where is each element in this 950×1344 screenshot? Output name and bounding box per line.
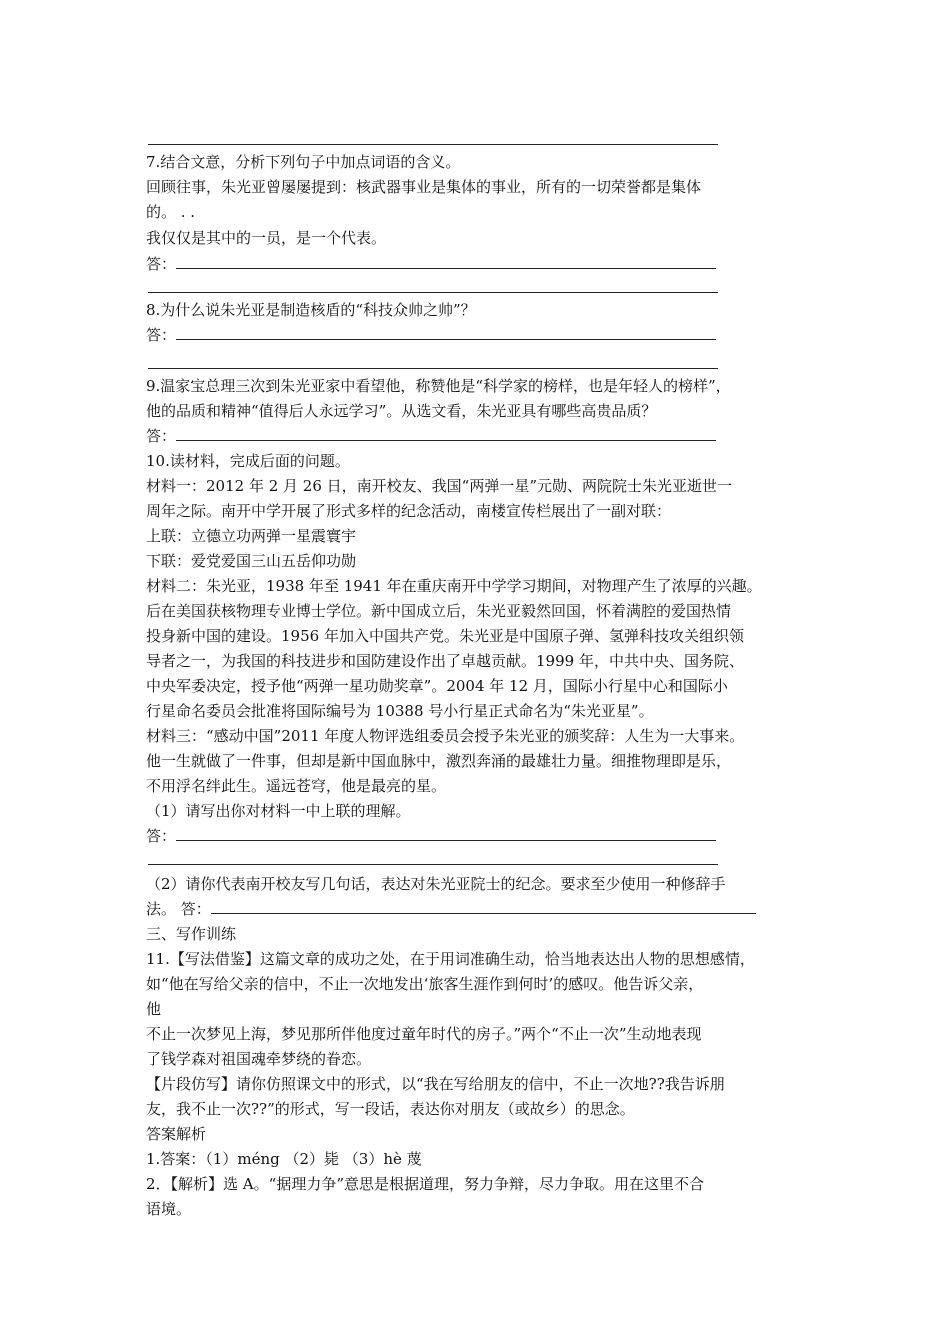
answer-label: 答： xyxy=(146,255,177,273)
answer-key-heading: 答案解析 xyxy=(146,1125,207,1143)
material-3-cont: 不用浮名绊此生。遥远苍穹，他是最亮的星。 xyxy=(146,777,447,795)
question-7-sentence-cont: 的。 . . xyxy=(146,203,196,221)
question-11-title: 11.【写法借鉴】这篇文章的成功之处，在于用词准确生动，恰当地表达出人物的思想感情， xyxy=(146,950,755,968)
answer-line xyxy=(146,824,826,848)
answer-label: 答： xyxy=(146,326,177,344)
answer-field[interactable] xyxy=(176,839,716,841)
question-7-title: 7.结合文意，分析下列句子中加点词语的含义。 xyxy=(146,153,461,171)
answer-rule xyxy=(148,864,718,865)
answer-key-2-cont: 语境。 xyxy=(146,1200,192,1218)
answer-rule xyxy=(148,144,718,145)
answer-line xyxy=(146,323,826,347)
answer-label: 答： xyxy=(146,827,177,845)
question-9-title: 9.温家宝总理三次到朱光亚家中看望他，称赞他是“科学家的榜样，也是年轻人的榜样”， xyxy=(146,377,731,395)
material-3: 材料三：“感动中国”2011 年度人物评选组委员会授予朱光亚的颁奖辞：人生为一大事来。 xyxy=(146,727,745,745)
question-11-quote: 如“他在写给父亲的信中，不止一次地发出‘旅客生涯作到何时’的感叹。他告诉父亲， xyxy=(146,975,704,993)
sub-question-2: （2）请你代表南开校友写几句话，表达对朱光亚院士的纪念。要求至少使用一种修辞手 xyxy=(146,875,726,893)
question-10-title: 10.读材料，完成后面的问题。 xyxy=(146,452,350,470)
material-2: 材料二：朱光亚，1938 年至 1941 年在重庆南开中学学习期间，对物理产生了浓厚的兴趣。 xyxy=(146,577,762,595)
answer-line xyxy=(146,424,826,448)
material-1: 材料一：2012 年 2 月 26 日，南开校友、我国“两弹一星”元勋、两院院士朱光亚逝世一 xyxy=(146,477,732,495)
question-7-sentence-2: 我仅仅是其中的一员，是一个代表。 xyxy=(146,229,387,247)
answer-field[interactable] xyxy=(176,267,716,269)
answer-key-2: 2．【解析】选 A。“据理力争”意思是根据道理，努力争辩，尽力争取。用在这里不合 xyxy=(146,1175,704,1193)
answer-label: 答： xyxy=(146,427,177,445)
couplet-lower: 下联：爱党爱国三山五岳仰功勋 xyxy=(146,552,357,570)
material-2-cont: 行星命名委员会批准将国际编号为 10388 号小行星正式命名为“朱光亚星”。 xyxy=(146,702,654,720)
answer-rule xyxy=(148,368,718,369)
section-heading: 三、写作训练 xyxy=(146,925,237,943)
material-1-cont: 周年之际。南开中学开展了形式多样的纪念活动，南楼宣传栏展出了一副对联： xyxy=(146,502,672,520)
answer-key-1: 1.答案：（1）méng （2）毙 （3）hè 蔑 xyxy=(146,1150,422,1168)
answer-rule xyxy=(148,292,718,293)
material-2-cont: 导者之一，为我国的科技进步和国防建设作出了卓越贡献。1999 年，中共中央、国务院、 xyxy=(146,652,744,670)
imitation-prompt: 【片段仿写】请你仿照课文中的形式，以“我在写给朋友的信中，不止一次地??我告诉朋 xyxy=(146,1075,725,1093)
answer-field[interactable] xyxy=(211,912,756,914)
question-9-title-cont: 他的品质和精神“值得后人永远学习”。从选文看，朱光亚具有哪些高贵品质？ xyxy=(146,402,657,420)
material-2-cont: 后在美国获核物理专业博士学位。新中国成立后，朱光亚毅然回国，怀着满腔的爱国热情 xyxy=(146,602,732,620)
answer-field[interactable] xyxy=(176,439,716,441)
answer-label: 法。 答： xyxy=(146,900,211,918)
question-11-quote-cont: 了钱学森对祖国魂牵梦绕的眷恋。 xyxy=(146,1050,372,1068)
imitation-prompt-cont: 友，我不止一次??”的形式，写一段话，表达你对朋友（或故乡）的思念。 xyxy=(146,1100,635,1118)
material-2-cont: 投身新中国的建设。1956 年加入中国共产党。朱光亚是中国原子弹、氢弹科技攻关组织领 xyxy=(146,627,744,645)
material-3-cont: 他一生就做了一件事，但却是新中国血脉中，激烈奔涌的最雄壮力量。细推物理即是乐， xyxy=(146,752,732,770)
answer-line xyxy=(146,252,826,276)
material-2-cont: 中央军委决定，授予他“两弹一星功勋奖章”。2004 年 12 月，国际小行星中心和国际小 xyxy=(146,677,728,695)
question-8-title: 8.为什么说朱光亚是制造核盾的“科技众帅之帅”？ xyxy=(146,301,476,319)
question-11-quote-cont: 不止一次梦见上海，梦见那所伴他度过童年时代的房子。”两个“不止一次”生动地表现 xyxy=(146,1025,702,1043)
answer-field[interactable] xyxy=(176,338,716,340)
sub-question-1: （1）请写出你对材料一中上联的理解。 xyxy=(146,802,411,820)
question-11-quote-cont: 他 xyxy=(146,1000,162,1018)
answer-line xyxy=(146,897,826,921)
couplet-upper: 上联：立德立功两弹一星震寰宇 xyxy=(146,527,357,545)
question-7-sentence: 回顾往事，朱光亚曾屡屡提到：核武器事业是集体的事业，所有的一切荣誉都是集体 xyxy=(146,178,702,196)
